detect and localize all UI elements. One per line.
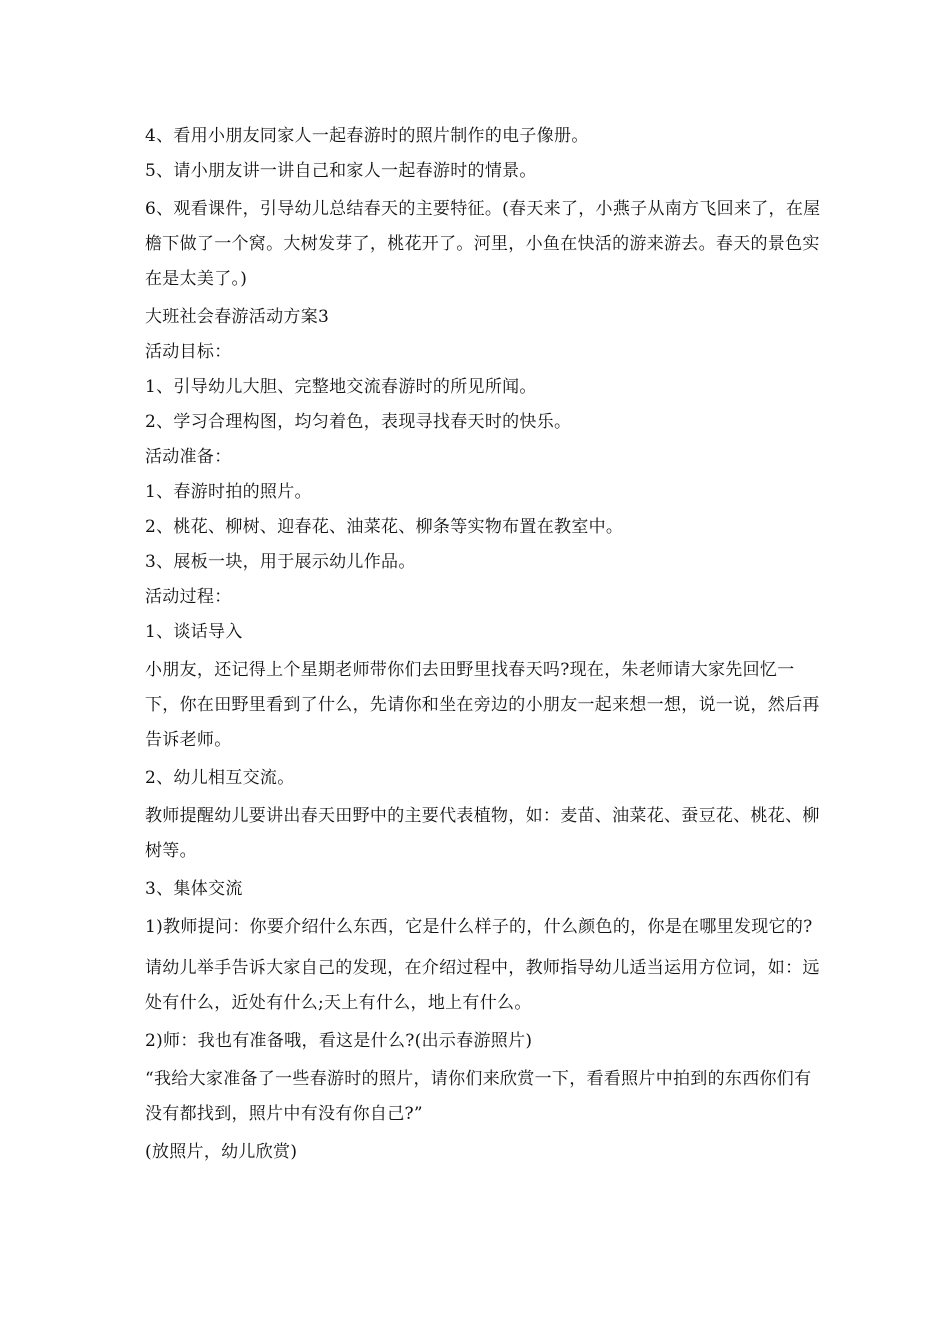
paragraph: 小朋友，还记得上个星期老师带你们去田野里找春天吗?现在，朱老师请大家先回忆一下，你在田野里看到了什么，先请你和坐在旁边的小朋友一起来想一想，说一说，然后再告诉老师。 (145, 660, 820, 750)
paragraph: 2、学习合理构图，均匀着色，表现寻找春天时的快乐。 (145, 412, 572, 432)
paragraph: 请幼儿举手告诉大家自己的发现，在介绍过程中，教师指导幼儿适当运用方位词，如：远处有什么，近处有什么;天上有什么，地上有什么。 (145, 958, 820, 1013)
paragraph: (放照片，幼儿欣赏) (145, 1142, 298, 1162)
section-heading: 大班社会春游活动方案3 (145, 307, 330, 327)
paragraph: 5、请小朋友讲一讲自己和家人一起春游时的情景。 (145, 161, 537, 181)
paragraph: 3、集体交流 (145, 879, 243, 899)
paragraph: 2、桃花、柳树、迎春花、油菜花、柳条等实物布置在教室中。 (145, 517, 624, 537)
paragraph: 6、观看课件，引导幼儿总结春天的主要特征。(春天来了，小燕子从南方飞回来了，在屋檐下做了一个窝。大树发芽了，桃花开了。河里，小鱼在快活的游来游去。春天的景色实在是太美了。) (145, 199, 821, 289)
paragraph: 教师提醒幼儿要讲出春天田野中的主要代表植物，如：麦苗、油菜花、蚕豆花、桃花、柳树等。 (145, 806, 820, 861)
paragraph: 2、幼儿相互交流。 (145, 768, 295, 788)
subheading: 活动目标： (145, 342, 232, 362)
document-body (145, 122, 825, 1173)
paragraph: 1、引导幼儿大胆、完整地交流春游时的所见所闻。 (145, 377, 537, 397)
paragraph: 1、谈话导入 (145, 622, 243, 642)
paragraph: 1、春游时拍的照片。 (145, 482, 312, 502)
paragraph: 1)教师提问：你要介绍什么东西，它是什么样子的，什么颜色的，你是在哪里发现它的? (145, 917, 813, 937)
subheading: 活动准备： (145, 447, 232, 467)
paragraph: 4、看用小朋友同家人一起春游时的照片制作的电子像册。 (145, 126, 589, 146)
subheading: 活动过程： (145, 587, 232, 607)
paragraph: 3、展板一块，用于展示幼儿作品。 (145, 552, 416, 572)
paragraph: “我给大家准备了一些春游时的照片，请你们来欣赏一下，看看照片中拍到的东西你们有没有都找到，照片中有没有你自己?” (145, 1069, 812, 1124)
paragraph: 2)师：我也有准备哦，看这是什么?(出示春游照片) (145, 1031, 533, 1051)
